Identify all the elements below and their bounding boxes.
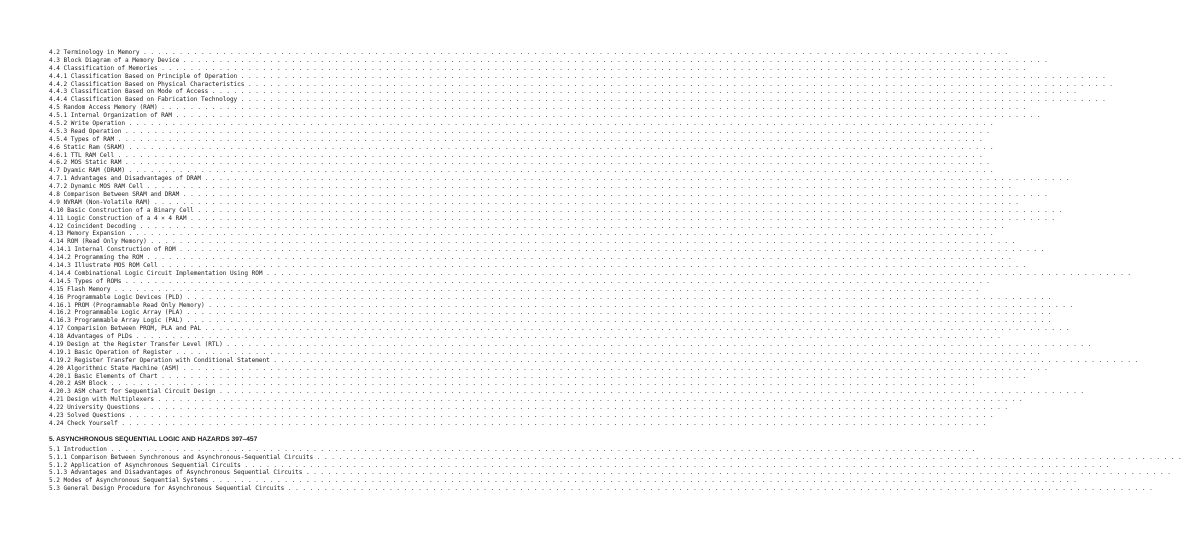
toc-entry-text: 4.11 Logic Construction of a 4 × 4 RAM	[49, 214, 187, 222]
toc-entry-text: 4.20.3 ASM chart for Sequential Circuit Design	[49, 388, 216, 396]
dot-leader: . . . . . . . . . . . . . . . . . . . . . . . . . . . . . . . . . . . . . . . . . . . . . . . . . . . . . . . . . . . . . . . . . . . . . . . . . . . . . . . . . . . . . . . . . . . . . . . . . . . . . . . . . . . . . . . . . . . . . . . .	[244, 80, 1117, 88]
toc-entry-text: 4.17 Comparision Between PROM, PLA and PAL	[49, 325, 201, 333]
toc-entry-text: 4.5.2 Write Operation	[49, 120, 125, 128]
toc-entry	[49, 206, 1066, 215]
toc-entry-text: 4.14.3 Illustrate MOS ROM Cell	[49, 262, 158, 270]
toc-entry-text: 4.5.4 Types of RAM	[49, 135, 115, 143]
dot-leader: . . . . . . . . . . . . . . . . . . . . . . . . . . . . . . . . . . . . . . . . . . . . . . . . . . . . . . . . . . . . . . . . . . . . . . . . . . . . . . . . . . . . . . . . . . . . . . . . . . . . . . . . . . . . . . . . . . . . . . . .	[114, 135, 987, 143]
toc-entry	[49, 230, 998, 238]
dot-leader: . . . . . . . . . . . . . . . . . . . . . . . . . . . . . . . . . . . . . . . . . . . . . . . . . . . . . . . . . . . . . . . . . . . . . . . . . . . . . . . . . . . . . . . . . . . . . . . . . . . . . . . . . . . . . . . . . . . . . . . .	[143, 254, 1016, 262]
toc-entry	[49, 167, 998, 175]
toc-entry-text: 4.14.2 Programming the ROM	[49, 254, 144, 262]
dot-leader: . . . . . . . . . . . . . . . . . . . . . . . . . . . . . . . . . . . . . . . . . . . . . . . . . . . . . . . . . . . . . . . . . . . . . . . . . . . . . . . . . . . . . . . . . . . . . . . . . . . . . . . . . . . . . . . . . . . . . . . .	[114, 151, 987, 159]
dot-leader: . . . . . . . . . . . . . . . . . . . . . . . . . . . . . . . . . . . . . . . . . . . . . . . . . . . . . . . . . . . . . . . . . . . . . . . . . . . . . . . . . . . . . . . . . . . . . . . . . . . . . . . . . . . . . . . . . . . . . . . .	[172, 348, 1045, 356]
dot-leader: . . . . . . . . . . . . . . . . . . . . . . . . . . . . . . . . . . . . . . . . . . . . . . . . . . . . . . . . . . . . . . . . . . . . . . . . . . . . . . . . . . . . . . . . . . . . . . . . . . . . . . . . . . . . . . . . . . . . . . . .	[262, 269, 1135, 277]
toc-page	[49, 49, 1185, 544]
toc-entry	[49, 388, 1088, 396]
toc-entry-text: 4.7.2 Dynamic MOS RAM Cell	[49, 183, 144, 191]
dot-leader: . . . . . . . . . . . . . . . . . . . . . . . . . . . . . . . . . . . . . . . . . . . . . . . . . . . . . . . . . . . . . . . . . . . . . . . . . . . . . . . . . . . . . . . . . . . . . . . . . . . . . . . . . . . . . . . . . . . . . . . .	[208, 477, 1081, 485]
dot-leader: . . . . . . . . . . . . . . . . . . . . . . . . . . . . . . . . . . . . . . . . . . . . . . . . . . . . . . . . . . . . . . . . . . . . . . . . . . . . . . . . . . . . . . . . . . . . . . . . . . . . . . . . . . . . . . . . . . . . . . . .	[182, 293, 1056, 301]
toc-entry	[49, 198, 1023, 207]
dot-leader: . . . . . . . . . . . . . . . . . . . . . . . . . . . . . . . . . . . . . . . . . . . . . . . . . . . . . . . . . . . . . . . . . . . . . . . . . . . . . . . . . . . . . . . . . . . . . . . . . . . . . . . . . . . . . . . . . . . . . . . .	[121, 277, 994, 285]
dot-leader: . . . . . . . . . . . . . . . . . . . . . . . . . . . . . . . . . . . . . . . . . . . . . . . . . . . . . . . . . . . . . . . . . . . . . . . . . . . . . . . . . . . . . . . . . . . . . . . . . . . . . . . . . . . . . . . . . . . . . . . .	[121, 159, 994, 167]
toc-entry	[49, 72, 1110, 81]
dot-leader: . . . . . . . . . . . . . . . . . . . . . . . . . . . . . . . . . . . . . . . . . . . . . . . . . . . . . . . . . . . . . . . . . . . . . . . . . . . . . . . . . . . . . . . . . . . . . . . . . . . . . . . . . . . . . . . . . . . . . . . .	[186, 214, 1059, 222]
dot-leader: . . . . . . . . . . . . . . . . . . . . . . . . . . . . . . . . . . . . . . . . . . . . . . . . . . . . . . . . . . . . . . . . . . . . . . . . . . . . . . . . . . . . . . . . . . . . . . . . . . . . . . . . . . . . . . . . . . . . . . . .	[157, 104, 1030, 112]
dot-leader: . . . . . . . . . . . . . . . . . . . . . . . . . . . . . . . . . . . . . . . . . . . . . . . . . . . . . . . . . . . . . . . . . . . . . . . . . . . . . . . . . . . . . . . . . . . . . . . . . . . . . . . . . . . . . . . . . . . . . . . .	[182, 309, 1056, 317]
toc-list-chapter-4	[49, 49, 1142, 428]
toc-entry-text: 4.2 Terminology in Memory	[49, 49, 140, 56]
dot-leader: . . . . . . . . . . . . . . . . . . . . . . . . . . . . . . . . . . . . . . . . . . . . . . . . . . . . . . . . . . . . . . . . . . . . . . . . . . . . . . . . . . . . . . . . . . . . . . . . . . . . . . . . . . . . . . . . . . . . . . . .	[157, 372, 1030, 380]
dot-leader: . . . . . . . . . . . . . . . . . . . . . . . . . . . . . . . . . . . . . . . . . . . . . . . . . . . . . . . . . . . . . . . . . . . . . . . . . . . . . . . . . . . . . . . . . . . . . . . . . . . . . . . . . . . . . . . . . . . . . . . .	[201, 325, 1074, 333]
dot-leader: . . . . . . . . . . . . . . . . . . . . . . . . . . . . . . . . . . . . . . . . . . . . . . . . . . . . . . . . . . . . . . . . . . . . . . . . . . . . . . . . . . . . . . . . . . . . . . . . . . . . . . . . . . . . . . . . . . . . . . . .	[132, 333, 1005, 341]
dot-leader: . . . . . . . . . . . . . . . . . . . . . . . . . . . . . . . . . . . . . . . . . . . . . . . . . . . . . . . . . . . . . . . . . . . . . . . . . . . . . . . . . . . . . . . . . . . . . . . . . . . . . . . . . . . . . . . . . . . . . . . .	[110, 285, 983, 293]
toc-entry	[49, 485, 1157, 493]
toc-entry-text: 4.5.1 Internal Organization of RAM	[49, 112, 173, 120]
toc-entry	[49, 453, 1185, 462]
dot-leader: . . . . . . . . . . . . . . . . . . . . . . . . . . . . . . . . . . . . . . . . . . . . . . . . . . . . . . . . . . . . . . . . . . . . . . . . . . . . . . . . . . . . . . . . . . . . . . . . . . . . . . . . . . . . . . . . . . . . . . . .	[172, 112, 1045, 120]
dot-leader: . . . . . . . . . . . . . . . . . . . . . . . . . . . . . . . . . . . . . . . . . . . . . . . . . . . . . . . . . . . . . . . . . . . . . . . . . . . . . . . . . . . . . . . . . . . . . . . . . . . . . . . . . . . . . . . . . . . . . . . .	[284, 485, 1157, 493]
toc-entry-text: 4.4 Classification of Memories	[49, 64, 158, 72]
toc-entry-text: 4.16.2 Programmable Logic Array (PLA)	[49, 309, 183, 317]
toc-entry	[49, 254, 1016, 262]
toc-entry	[49, 469, 1175, 477]
toc-entry-text: 4.23 Solved Questions	[49, 411, 125, 419]
dot-leader: . . . . . . . . . . . . . . . . . . . . . . . . . . . . . . . . . . . . . . . . . . . . . . . . . . . . . . . . . . . . . . . . . . . . . . . . . . . . . . . . . . . . . . . . . . . . . . . . . . . . . . . . . . . . . . . . . . . . . . . .	[125, 143, 998, 151]
toc-entry-text: 4.14.4 Combinational Logic Circuit Implementation Using ROM	[49, 269, 263, 277]
toc-entry-text: 4.6.2 MOS Static RAM	[49, 159, 122, 167]
toc-entry	[49, 380, 980, 388]
dot-leader: . . . . . . . . . . . . . . . . . . . . . . . . . . . . . . . . . . . . . . . . . . . . . . . . . . . . . . . . . . . . . . . . . . . . . . . . . . . . . . . . . . . . . . . . . . . . . . . . . . . . . . . . . . . . . . . . . . . . . . . .	[302, 469, 1175, 477]
dot-leader: . . . . . . . . . . . . . . . . . . . . . . . . . . . . . . . . . . . . . . . . . . . . . . . . . . . . . . . . . . . . . . . . . . . . . . . . . . . . . . . . . . . . . . . . . . . . . . . . . . . . . . . . . . . . . . . . . . . . . . . .	[125, 120, 998, 128]
toc-entry-text: 4.4.3 Classification Based on Mode of Access	[49, 88, 209, 96]
dot-leader: . . . . . . . . . . . . . . . . . . . . . . . . . . . . . . . . . . . . . . . . . . . . . . . . . . . . . . . . . . . . . . . . . . . . . . . . . . . . . . . . . . . . . . . . . . . . . . . . . . . . . . . . . . . . . . . . . . . . . . . .	[222, 340, 1095, 348]
dot-leader: . . . . . . . . . . . . . . . . . . . . . . . . . . . . . . . . . . . . . . . . . . . . . . . . . . . . . . . . . . . . . . . . . . . . . . . . . . . . . . . . . . . . . . . . . . . . . . . . . . . . . . . . . . . . . . . . . . . . . . . .	[204, 301, 1077, 309]
toc-entry	[49, 301, 1077, 310]
dot-leader: . . . . . . . . . . . . . . . . . . . . . . . . . . . . . . . . . . . . . . . . . . . . . . . . . . . . . . . . . . . . . . . . . . . . . . . . . . . . . . . . . . . . . . . . . . . . . . . . . . . . . . . . . . . . . . . . . . . . . . . .	[215, 388, 1088, 396]
toc-entry-text: 4.16.1 PROM (Programmable Read Only Memory)	[49, 301, 205, 309]
toc-entry-text: 4.6 Static Ram (SRAM)	[49, 143, 125, 151]
dot-leader: . . . . . . . . . . . . . . . . . . . . . . . . . . . . . . . . . . . . . . . . . . . . . . . . . . . . . . . . . . . . . . . . . . . . . . . . . . . . . . . . . . . . . . . . . . . . . . . . . . . . . . . . . . . . . . . . . . . . . . . .	[125, 230, 998, 238]
section-heading: 5. ASYNCHRONOUS SEQUENTIAL LOGIC AND HAZARDS 397–457	[49, 435, 258, 443]
toc-entry-text: 4.21 Design with Multiplexers	[49, 396, 154, 404]
toc-entry	[49, 348, 1045, 357]
dot-leader: . . . . . . . . . . . . . . . . . . . . . . . . . . . . . . . . . . . . . . . . . . . . . . . . . . . . . . . . . . . . . . . . . . . . . . . . . . . . . . . . . . . . . . . . . . . . . . . . . . . . . . . . . . . . . . . . . . . . . . . .	[179, 364, 1052, 372]
dot-leader: . . . . . . . . . . . . . . . . . . . . . . . . . . . . . . . . . . . . . . . . . . . . . . . . . . . . . . . . . . . . . . . . . . . . . . . . . . . . . . . . . . . . . . . . . . . . . . . . . . . . . . . . . . . . . . . . . . . . . . . .	[153, 396, 1027, 404]
toc-entry	[49, 56, 1052, 65]
dot-leader: . . . . . . . . . . . . . . . . . . . . . . . . . . . . . . . . . . . . . . . . . . . . . . . . . . . . . . . . . . . . . . . . . . . . . . . . . . . . . . . . . . . . . . . . . . . . . . . . . . . . . . . . . . . . . . . . . . . . . . . .	[179, 191, 1052, 199]
toc-entry-text: 4.14.1 Internal Construction of ROM	[49, 246, 176, 254]
toc-entry-text: 4.12 Coincident Decoding	[49, 222, 136, 230]
dot-leader: . . . . . . . . . . . . . . . . . . . . . . . . . . . . . . . . . . . . . . . . . . . . . . . . . . . . . . . . . . . . . . . . . . . . . . . . . . . . . . . . . . . . . . . . . . . . . . . . . . . . . . . . . . . . . . . . . . . . . . . .	[157, 64, 1030, 72]
toc-entry-text: 4.19 Design at the Register Transfer Level (RTL)	[49, 340, 223, 348]
dot-leader: . . . . . . . . . . . . . . . . . . . . . . . . . . . . . . . . . . . . . . . . . . . . . . . . . . . . . . . . . . . . . . . . . . . . . . . . . . . . . . . . . . . . . . . . . . . . . . . . . . . . . . . . . . . . . . . . . . . . . . . .	[313, 453, 1185, 461]
toc-entry-text: 4.19.1 Basic Operation of Register	[49, 348, 173, 356]
toc-entry	[49, 445, 980, 454]
dot-leader: . . . . . . . . . . . . . . . . . . . . . . . . . . . . . . . . . . . . . . . . . . . . . . . . . . . . . . . . . . . . . . . . . . . . . . . . . . . . . . . . . . . . . . . . . . . . . . . . . . . . . . . . . . . . . . . . . . . . . . . .	[117, 419, 990, 427]
toc-entry	[49, 64, 1030, 73]
toc-entry-text: 4.24 Check Yourself	[49, 419, 118, 427]
toc-entry-text: 4.4.1 Classification Based on Principle of Operation	[49, 72, 238, 80]
toc-entry	[49, 364, 1052, 373]
dot-leader: . . . . . . . . . . . . . . . . . . . . . . . . . . . . . . . . . . . . . . . . . . . . . . . . . . . . . . . . . . . . . . . . . . . . . . . . . . . . . . . . . . . . . . . . . . . . . . . . . . . . . . . . . . . . . . . . . . . . . . . .	[175, 246, 1048, 254]
dot-leader: . . . . . . . . . . . . . . . . . . . . . . . . . . . . . . . . . . . . . . . . . . . . . . . . . . . . . . . . . . . . . . . . . . . . . . . . . . . . . . . . . . . . . . . . . . . . . . . . . . . . . . . . . . . . . . . . . . . . . . . .	[240, 461, 1113, 469]
dot-leader: . . . . . . . . . . . . . . . . . . . . . . . . . . . . . . . . . . . . . . . . . . . . . . . . . . . . . . . . . . . . . . . . . . . . . . . . . . . . . . . . . . . . . . . . . . . . . . . . . . . . . . . . . . . . . . . . . . . . . . . .	[139, 404, 1012, 412]
toc-entry	[49, 404, 1012, 412]
dot-leader: . . . . . . . . . . . . . . . . . . . . . . . . . . . . . . . . . . . . . . . . . . . . . . . . . . . . . . . . . . . . . . . . . . . . . . . . . . . . . . . . . . . . . . . . . . . . . . . . . . . . . . . . . . . . . . . . . . . . . . . .	[193, 206, 1066, 214]
toc-entry-text: 4.7.1 Advantages and Disadvantages of DRAM	[49, 175, 201, 183]
dot-leader: . . . . . . . . . . . . . . . . . . . . . . . . . . . . . . . . . . . . . . . . . . . . . . . . . . . . . . . . . . . . . . . . . . . . . . . . . . . . . . . . . . . . . . . . . . . . . . . . . . . . . . . . . . . . . . . . . . . . . . . .	[125, 411, 998, 419]
toc-entry	[49, 325, 1074, 333]
toc-entry	[49, 143, 998, 152]
dot-leader: . . . . . . . . . . . . . . . . . . . . . . . . . . . . . . . . . . . . . . . . . . . . . . . . . . . . . . . . . . . . . . . . . . . . . . . . . . . . . . . . . . . . . . . . . . . . . . . . . . . . . . . . . . . . . . . . . . . . . . . .	[146, 238, 1019, 246]
toc-entry	[49, 183, 1016, 191]
toc-entry	[49, 372, 1030, 381]
dot-leader: . . . . . . . . . . . . . . . . . . . . . . . . . . . . . . . . . . . . . . . . . . . . . . . . . . . . . . . . . . . . . . . . . . . . . . . . . . . . . . . . . . . . . . . . . . . . . . . . . . . . . . . . . . . . . . . . . . . . . . . .	[157, 262, 1030, 270]
dot-leader: . . . . . . . . . . . . . . . . . . . . . . . . . . . . . . . . . . . . . . . . . . . . . . . . . . . . . . . . . . . . . . . . . . . . . . . . . . . . . . . . . . . . . . . . . . . . . . . . . . . . . . . . . . . . . . . . . . . . . . . .	[143, 183, 1016, 191]
toc-entry	[49, 96, 1110, 104]
toc-entry-text: 4.13 Memory Expansion	[49, 230, 125, 238]
toc-entry	[49, 396, 1027, 404]
toc-entry-text: 4.14 ROM (Read Only Memory)	[49, 238, 147, 246]
dot-leader: . . . . . . . . . . . . . . . . . . . . . . . . . . . . . . . . . . . . . . . . . . . . . . . . . . . . . . . . . . . . . . . . . . . . . . . . . . . . . . . . . . . . . . . . . . . . . . . . . . . . . . . . . . . . . . . . . . . . . . . .	[135, 222, 1008, 230]
dot-leader: . . . . . . . . . . . . . . . . . . . . . . . . . . . . . . . . . . . . . . . . . . . . . . . . . . . . . . . . . . . . . . . . . . . . . . . . . . . . . . . . . . . . . . . . . . . . . . . . . . . . . . . . . . . . . . . . . . . . . . . .	[237, 72, 1110, 80]
dot-leader: . . . . . . . . . . . . . . . . . . . . . . . . . . . . . . . . . . . . . . . . . . . . . . . . . . . . . . . . . . . . . . . . . . . . . . . . . . . . . . . . . . . . . . . . . . . . . . . . . . . . . . . . . . . . . . . . . . . . . . . .	[179, 56, 1052, 64]
toc-entry	[49, 419, 990, 428]
toc-entry-text: 4.15 Flash Memory	[49, 285, 111, 293]
toc-entry	[49, 285, 983, 294]
toc-entry-text: 4.20 Algorithmic State Machine (ASM)	[49, 364, 180, 372]
toc-entry	[49, 80, 1117, 89]
toc-entry	[49, 293, 1056, 302]
dot-leader: . . . . . . . . . . . . . . . . . . . . . . . . . . . . . . . . . . . . . . . . . . . . . . . . . . . . . . . . . . . . . . . . . . . . . . . . . . . . . . . . . . . . . . . . . . . . . . . . . . . . . . . . . . . . . . . . . . . . . . . .	[201, 175, 1074, 183]
toc-entry-text: 5.1.1 Comparison Between Synchronous and Asynchronous-Sequential Circuits	[49, 453, 314, 461]
toc-entry-text: 5.1.3 Advantages and Disadvantages of Asynchronous Sequential Circuits	[49, 469, 303, 477]
toc-entry-text: 4.18 Advantages of PLDs	[49, 333, 133, 341]
toc-entry-text: 4.22 University Questions	[49, 404, 140, 412]
toc-entry-text: 4.16.3 Programmable Array Logic (PAL)	[49, 317, 183, 325]
toc-entry-text: 5.1 Introduction	[49, 445, 107, 453]
toc-entry	[49, 120, 998, 128]
toc-entry-text: 4.10 Basic Construction of a Binary Cell	[49, 206, 194, 214]
toc-entry	[49, 49, 1012, 57]
toc-entry-text: 4.8 Comparison Between SRAM and DRAM	[49, 191, 180, 199]
toc-entry	[49, 461, 1113, 470]
toc-entry-text: 4.7 Dyamic RAM (DRAM)	[49, 167, 125, 175]
toc-entry	[49, 477, 1081, 485]
toc-entry	[49, 135, 987, 144]
toc-entry-text: 4.14.5 Types of ROMs	[49, 277, 122, 285]
dot-leader: . . . . . . . . . . . . . . . . . . . . . . . . . . . . . . . . . . . . . . . . . . . . . . . . . . . . . . . . . . . . . . . . . . . . . . . . . . . . . . . . . . . . . . . . . . . . . . . . . . . . . . . . . . . . . . . . . . . . . . . .	[139, 49, 1012, 56]
dot-leader: . . . . . . . . . . . . . . . . . . . . . . . . . . . . . . . . . . . . . . . . . . . . . . . . . . . . . . . . . . . . . . . . . . . . . . . . . . . . . . . . . . . . . . . . . . . . . . . . . . . . . . . . . . . . . . . . . . . . . . . .	[125, 167, 998, 175]
toc-entry-text: 4.16 Programmable Logic Devices (PLD)	[49, 293, 183, 301]
toc-entry-text: 4.4.4 Classification Based on Fabrication Technology	[49, 96, 238, 104]
toc-entry	[49, 159, 994, 167]
toc-entry-text: 4.4.2 Classification Based on Physical Characteristics	[49, 80, 245, 88]
toc-entry	[49, 333, 1005, 341]
toc-entry	[49, 246, 1048, 254]
dot-leader: . . . . . . . . . . . . . . . . . . . . . . . . . . . . . . . . . . . . . . . . . . . . . . . . . . . . . . . . . . . . . . . . . . . . . . . . . . . . . . . . . . . . . . . . . . . . . . . . . . . . . . . . . . . . . . . . . . . . . . . .	[237, 96, 1110, 104]
toc-entry-text: 5.2 Modes of Asynchronous Sequential Systems	[49, 477, 209, 485]
toc-entry-text: 4.19.2 Register Transfer Operation with Conditional Statement	[49, 356, 270, 364]
toc-entry	[49, 151, 987, 160]
toc-entry	[49, 340, 1095, 349]
toc-entry-text: 4.20.1 Basic Elements of Chart	[49, 372, 158, 380]
toc-entry	[49, 277, 994, 286]
toc-entry	[49, 238, 1019, 246]
toc-entry	[49, 317, 1056, 325]
toc-entry	[49, 214, 1059, 223]
toc-entry-text: 4.5 Random Access Memory (RAM)	[49, 104, 158, 112]
toc-entry-text: 4.6.1 TTL RAM Cell	[49, 151, 115, 159]
toc-entry	[49, 175, 1074, 183]
dot-leader: . . . . . . . . . . . . . . . . . . . . . . . . . . . . . . . . . . . . . . . . . . . . . . . . . . . . . . . . . . . . . . . . . . . . . . . . . . . . . . . . . . . . . . . . . . . . . . . . . . . . . . . . . . . . . . . . . . . . . . . .	[182, 317, 1056, 325]
dot-leader: . . . . . . . . . . . . . . . . . . . . . . . . . . . . . . . . . . . . . . . . . . . . . . . . . . . . . . . . . . . . . . . . . . . . . . . . . . . . . . . . . . . . . . . . . . . . . . . . . . . . . . . . . . . . . . . . . . . . . . . .	[121, 127, 994, 135]
toc-list-chapter-5	[49, 445, 1185, 493]
toc-entry	[49, 191, 1052, 199]
dot-leader: . . . . . . . . . . . . . . . . . . . . . . . . . . . . . . . . . . . . . . . . . . . . . . . . . . . . . . . . . . . . . . . . . . . . . . . . . . . . . . . . . . . . . . . . . . . . . . . . . . . . . . . . . . . . . . . . . . . . . . . .	[269, 356, 1142, 364]
toc-entry	[49, 309, 1056, 317]
toc-entry	[49, 269, 1135, 278]
toc-entry	[49, 222, 1008, 231]
toc-entry-text: 4.3 Block Diagram of a Memory Device	[49, 56, 180, 64]
toc-entry-text: 4.5.3 Read Operation	[49, 127, 122, 135]
toc-entry	[49, 127, 994, 136]
dot-leader: . . . . . . . . . . . . . . . . . . . . . . . . . . . . . . . . . . . . . . . . . . . . . . . . . . . . . . . . . . . . . . . . . . . . . . . . . . . . . . . . . . . . . . . . . . . . . . . . . . . . . . . . . . . . . . . . . . . . . . . .	[150, 198, 1023, 206]
toc-entry-text: 5.3 General Design Procedure for Asynchronous Sequential Circuits	[49, 485, 285, 493]
toc-entry-text: 4.9 NVRAM (Non-Volatile RAM)	[49, 198, 151, 206]
toc-entry	[49, 88, 1081, 96]
toc-entry	[49, 104, 1030, 112]
toc-entry	[49, 262, 1030, 270]
toc-entry	[49, 112, 1045, 120]
dot-leader: . . . . . . . . . . . . . . . . . . . . . . . . . . . . . . . . . . . . . . . . . . . . . . . . . . . . . . . . . . . . . . . . . . . . . . . . . . . . . . . . . . . . . . . . . . . . . . . . . . . . . . . . . . . . . . . . . . . . . . . .	[208, 88, 1081, 96]
toc-entry-text: 5.1.2 Application of Asynchronous Sequential Circuits	[49, 461, 241, 469]
toc-entry	[49, 411, 998, 420]
toc-entry	[49, 356, 1142, 365]
toc-entry-text: 4.20.2 ASM Block	[49, 380, 107, 388]
dot-leader: . . . . . . . . . . . . . . . . . . . . . . . . . . . . . . . . . . . . . . . . . . . . . . . . . . . . . . . . . . . . . . . . . . . . . . . . . . . . . . . . . . . . . . . . . . . . . . . . . . . . . . . . . . . . . . . . . . . . . . . .	[106, 445, 980, 453]
dot-leader: . . . . . . . . . . . . . . . . . . . . . . . . . . . . . . . . . . . . . . . . . . . . . . . . . . . . . . . . . . . . . . . . . . . . . . . . . . . . . . . . . . . . . . . . . . . . . . . . . . . . . . . . . . . . . . . . . . . . . . . .	[106, 380, 980, 388]
